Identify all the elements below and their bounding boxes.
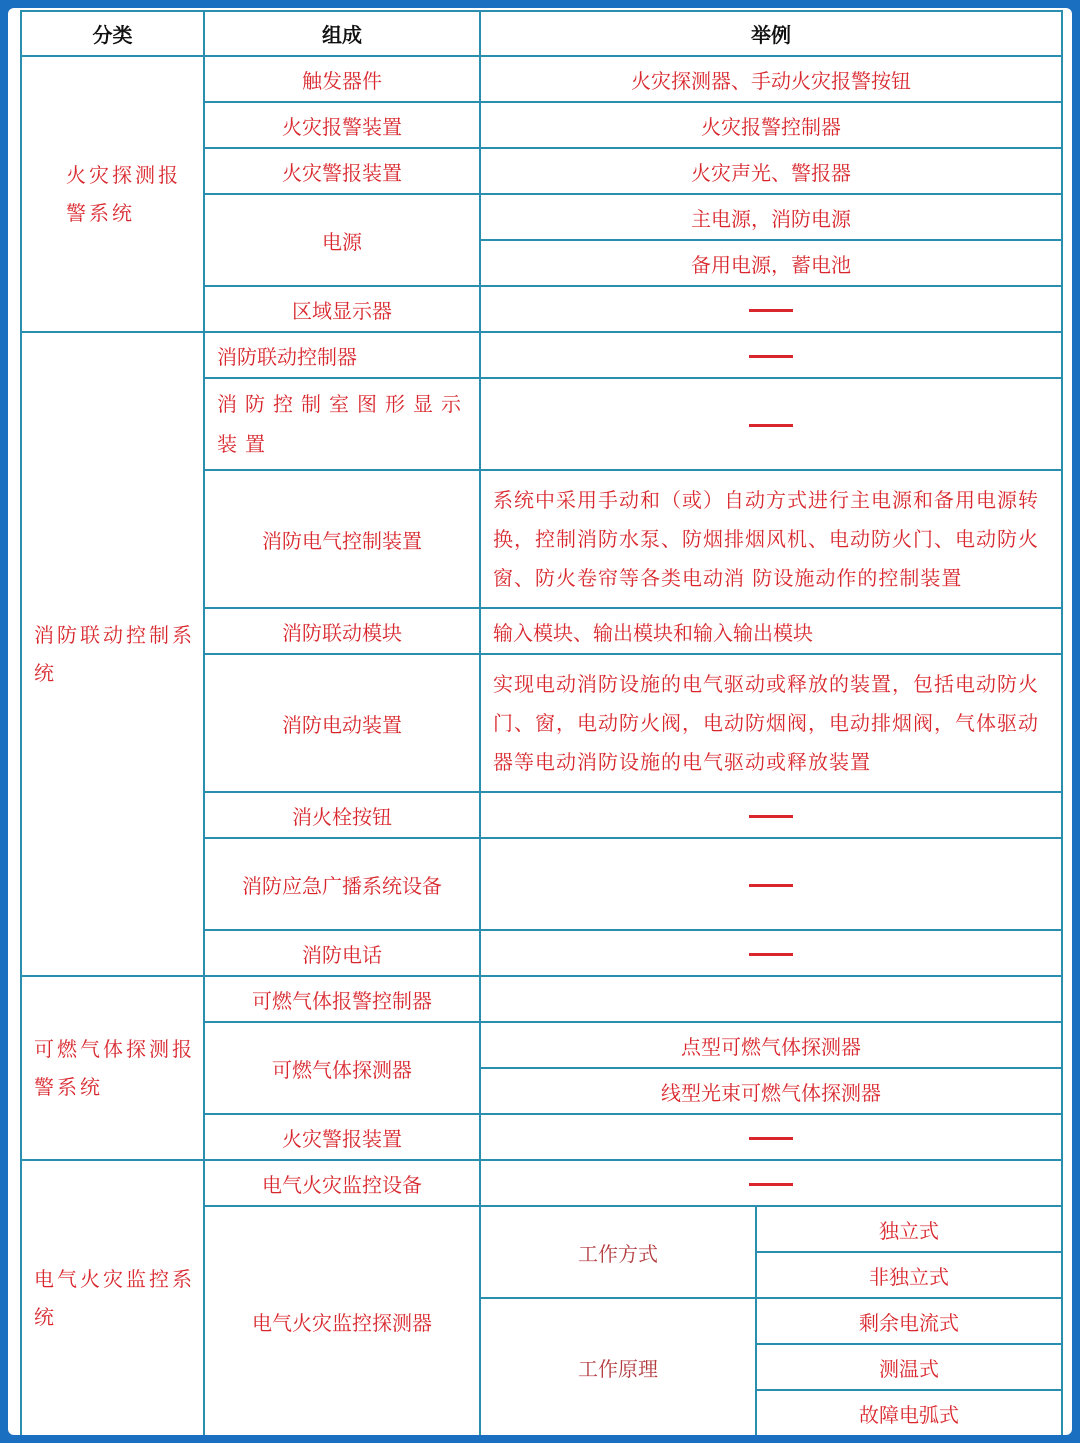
mode-option: 独立式 xyxy=(756,1206,1062,1252)
dash-mark xyxy=(749,1183,793,1186)
component-cell: 火灾报警装置 xyxy=(204,102,480,148)
dash-mark xyxy=(749,953,793,956)
example-cell: 主电源，消防电源 xyxy=(480,194,1062,240)
table-row xyxy=(21,56,1062,102)
component-cell: 消防联动模块 xyxy=(204,608,480,654)
example-cell: 备用电源，蓄电池 xyxy=(480,240,1062,286)
example-paragraph: 实现电动消防设施的电气驱动或释放的装置，包括电动防火门、窗，电动防火阀，电动防烟阀，电动排烟阀，气体驱动器等电动消防设施的电气驱动或释放装置 xyxy=(480,654,1062,792)
category-gas: 可燃气体探测报警系统 xyxy=(21,976,204,1160)
component-cell: 电源 xyxy=(204,194,480,286)
table-header-row xyxy=(21,11,1062,56)
example-paragraph: 系统中采用手动和（或）自动方式进行主电源和备用电源转换，控制消防水泵、防烟排烟风机、电动防火门、电动防火窗、防火卷帘等各类电动消 防设施动作的控制装置 xyxy=(480,470,1062,608)
component-cell: 消防电话 xyxy=(204,930,480,976)
header-category: 分类 xyxy=(21,11,204,56)
component-cell: 火灾警报装置 xyxy=(204,148,480,194)
component-cell: 电气火灾监控设备 xyxy=(204,1160,480,1206)
example-cell: 线型光束可燃气体探测器 xyxy=(480,1068,1062,1114)
principle-option: 测温式 xyxy=(756,1344,1062,1390)
fire-system-table xyxy=(20,10,1063,1435)
component-cell: 消防应急广播系统设备 xyxy=(204,838,480,930)
table-row xyxy=(21,1160,1062,1206)
dash-mark xyxy=(749,884,793,887)
principle-label: 工作原理 xyxy=(480,1298,756,1435)
category-electrical: 电气火灾监控系统 xyxy=(21,1160,204,1435)
mode-label: 工作方式 xyxy=(480,1206,756,1298)
component-cell: 火灾警报装置 xyxy=(204,1114,480,1160)
dash-mark xyxy=(749,1137,793,1140)
component-cell: 可燃气体报警控制器 xyxy=(204,976,480,1022)
example-cell: 火灾报警控制器 xyxy=(480,102,1062,148)
header-component: 组成 xyxy=(204,11,480,56)
document-frame xyxy=(8,8,1072,1435)
dash-mark xyxy=(749,309,793,312)
example-cell: 火灾声光、警报器 xyxy=(480,148,1062,194)
component-cell: 消火栓按钮 xyxy=(204,792,480,838)
component-cell: 触发器件 xyxy=(204,56,480,102)
dash-mark xyxy=(749,815,793,818)
header-example: 举例 xyxy=(480,11,1062,56)
example-cell: 火灾探测器、手动火灾报警按钮 xyxy=(480,56,1062,102)
dash-mark xyxy=(749,355,793,358)
component-cell: 消防控制室图形显示装置 xyxy=(204,378,480,470)
mode-option: 非独立式 xyxy=(756,1252,1062,1298)
component-cell: 区域显示器 xyxy=(204,286,480,332)
component-cell: 电气火灾监控探测器 xyxy=(204,1206,480,1435)
table-row xyxy=(21,332,1062,378)
component-cell: 消防联动控制器 xyxy=(204,332,480,378)
component-cell: 可燃气体探测器 xyxy=(204,1022,480,1114)
principle-option: 剩余电流式 xyxy=(756,1298,1062,1344)
principle-option: 故障电弧式 xyxy=(756,1390,1062,1435)
category-fire-alarm: 火灾探测报警系统 xyxy=(21,56,204,332)
example-cell xyxy=(480,976,1062,1022)
example-cell: 输入模块、输出模块和输入输出模块 xyxy=(480,608,1062,654)
category-linkage: 消防联动控制系统 xyxy=(21,332,204,976)
component-cell: 消防电动装置 xyxy=(204,654,480,792)
table-row xyxy=(21,976,1062,1022)
component-cell: 消防电气控制装置 xyxy=(204,470,480,608)
dash-mark xyxy=(749,424,793,427)
example-cell: 点型可燃气体探测器 xyxy=(480,1022,1062,1068)
